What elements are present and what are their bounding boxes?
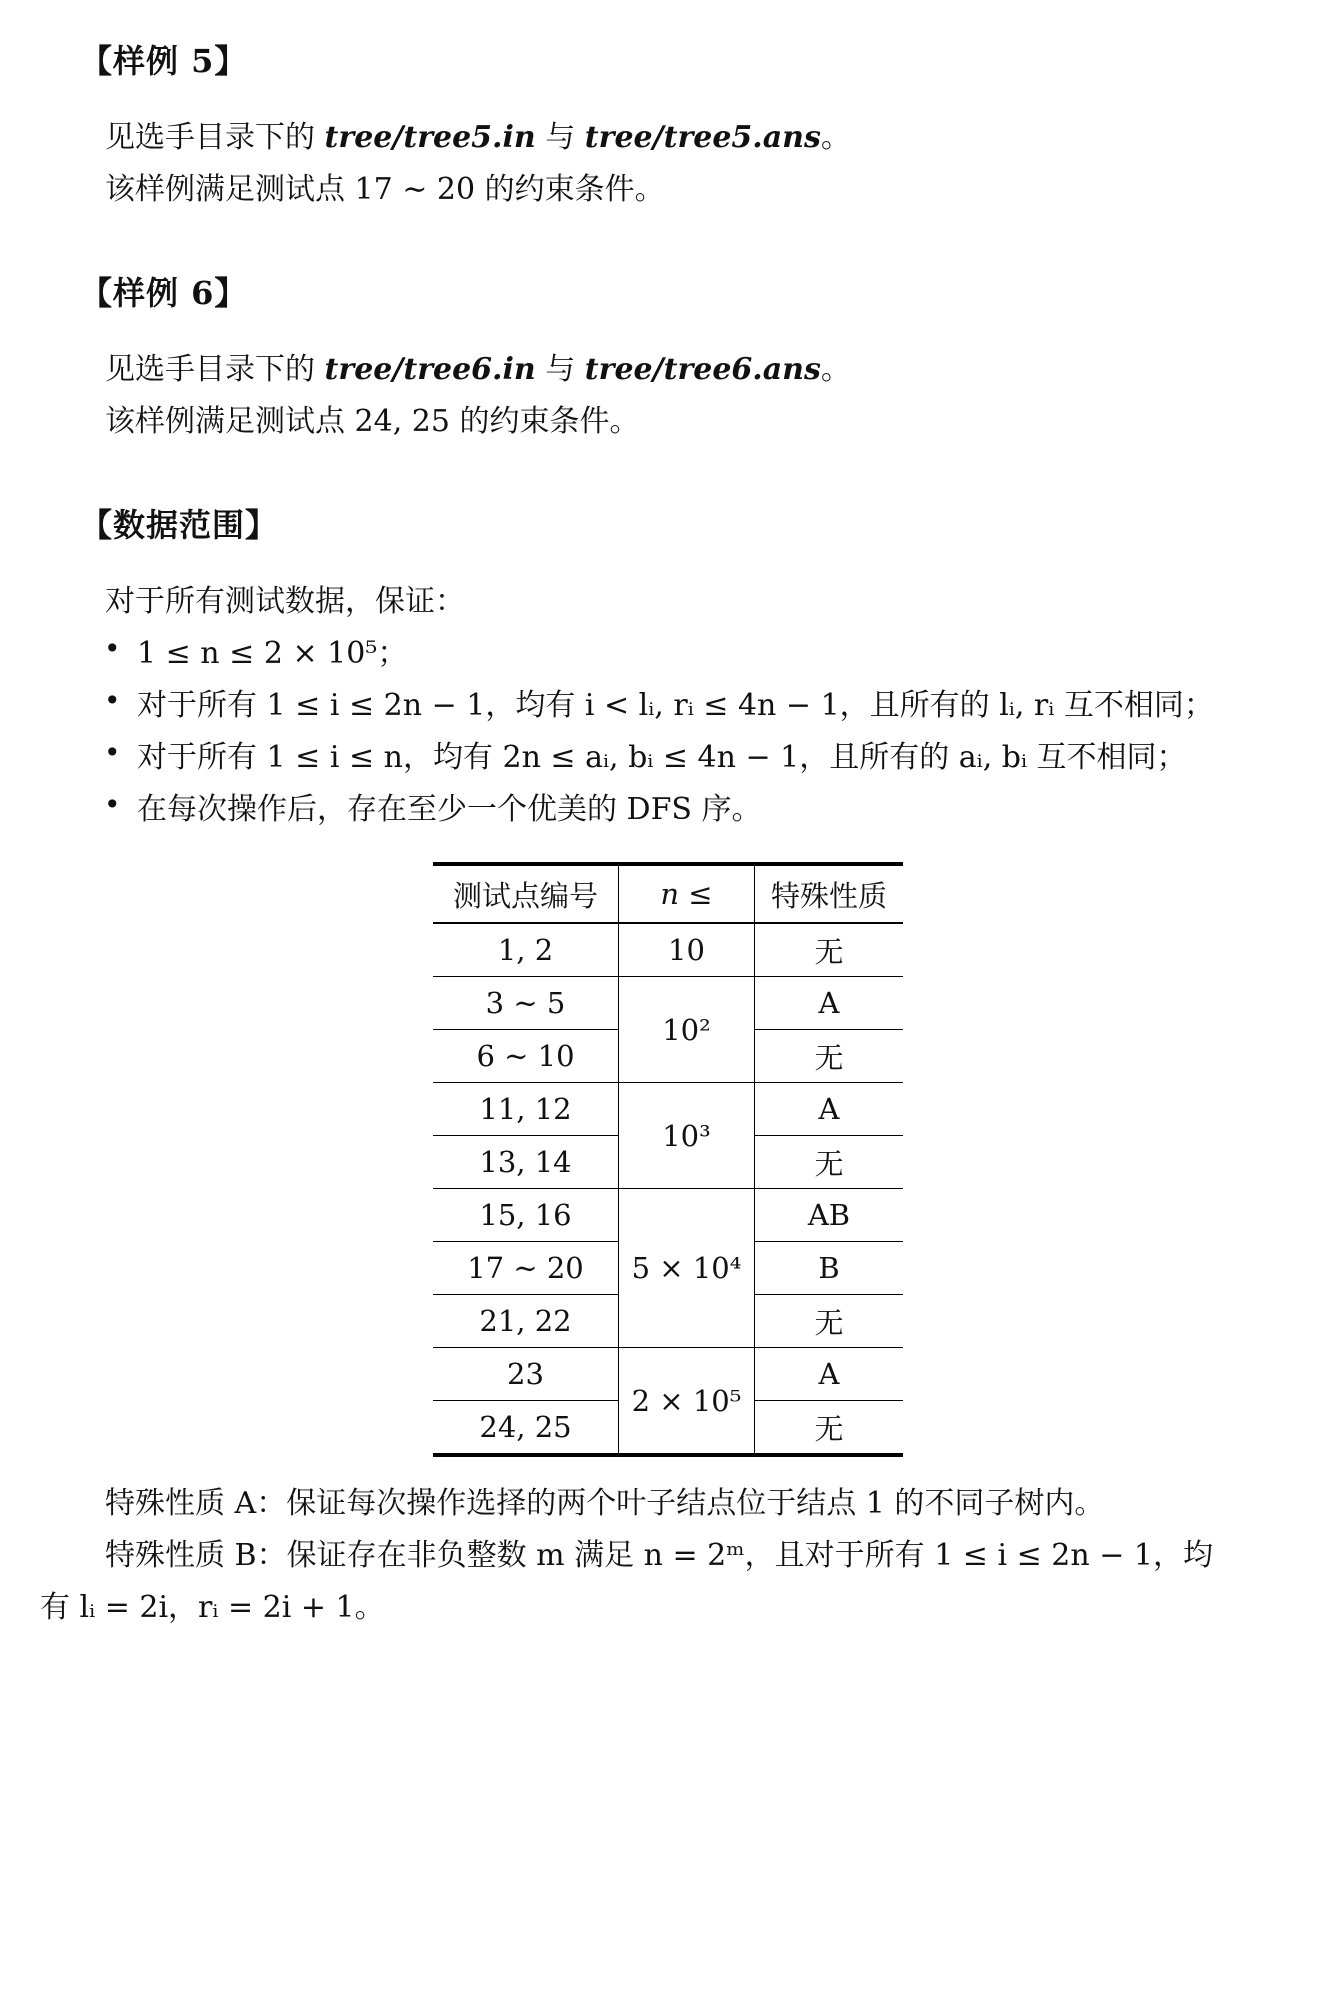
sample6-line1 (105, 344, 851, 388)
range-bullet-4: 在每次操作后，存在至少一个优美的 DFS 序。 (137, 792, 762, 827)
range-heading: 【数据范围】 (80, 506, 279, 544)
sample6-line1-pre: 见选手目录下的 (105, 352, 325, 387)
table-cell-n: 2 × 10⁵ (619, 1348, 755, 1456)
table-cell-id: 3 ∼ 5 (433, 977, 619, 1030)
table-cell-prop: 无 (755, 1136, 904, 1189)
table-cell-id: 17 ∼ 20 (433, 1242, 619, 1295)
sample6-line1-mid: 与 (535, 352, 585, 387)
sample6-file-in: tree/tree6.in (324, 352, 536, 387)
table-cell-n: 10² (619, 977, 755, 1083)
table-cell-id: 13, 14 (433, 1136, 619, 1189)
range-bullet-3: 对于所有 1 ≤ i ≤ n，均有 2n ≤ aᵢ, bᵢ ≤ 4n − 1，且所有的 aᵢ, bᵢ 互不相同； (137, 740, 1187, 775)
table-cell-n: 10 (619, 923, 755, 977)
sample5-file-in: tree/tree5.in (324, 120, 536, 155)
bullet-dot: • (104, 684, 121, 717)
sample5-line1-end: 。 (820, 120, 851, 155)
range-bullet-1: 1 ≤ n ≤ 2 × 10⁵； (137, 636, 408, 671)
sample6-file-ans: tree/tree6.ans (584, 352, 821, 387)
table-cell-prop: A (755, 1348, 904, 1401)
table-cell-id: 15, 16 (433, 1189, 619, 1242)
property-b-line2: 有 lᵢ = 2i，rᵢ = 2i + 1。 (40, 1590, 385, 1625)
table-cell-prop: A (755, 977, 904, 1030)
sample5-heading: 【样例 5】 (80, 42, 248, 80)
table-cell-id: 1, 2 (433, 923, 619, 977)
sample5-line1 (105, 112, 851, 156)
table-cell-n: 10³ (619, 1083, 755, 1189)
sample6-line1-end: 。 (820, 352, 851, 387)
table-cell-prop: A (755, 1083, 904, 1136)
table-cell-id: 24, 25 (433, 1401, 619, 1456)
sample5-line1-pre: 见选手目录下的 (105, 120, 325, 155)
sample5-line2: 该样例满足测试点 17 ∼ 20 的约束条件。 (105, 172, 665, 207)
table-cell-prop: AB (755, 1189, 904, 1242)
table-cell-id: 23 (433, 1348, 619, 1401)
sample6-line2: 该样例满足测试点 24, 25 的约束条件。 (105, 404, 640, 439)
bullet-dot: • (104, 736, 121, 769)
sample6-heading: 【样例 6】 (80, 274, 248, 312)
header-n: n ≤ (619, 864, 755, 923)
header-prop: 特殊性质 (770, 878, 887, 913)
property-b-line1: 特殊性质 B：保证存在非负整数 m 满足 n = 2ᵐ，且对于所有 1 ≤ i ≤ 2n − 1，均 (105, 1538, 1213, 1573)
table-cell-n: 5 × 10⁴ (619, 1189, 755, 1348)
bullet-dot: • (104, 632, 121, 665)
table-cell-prop: 无 (755, 1295, 904, 1348)
table-cell-prop: 无 (755, 1401, 904, 1456)
property-a: 特殊性质 A：保证每次操作选择的两个叶子结点位于结点 1 的不同子树内。 (105, 1486, 1105, 1521)
sample5-line1-mid: 与 (535, 120, 585, 155)
table-cell-id: 21, 22 (433, 1295, 619, 1348)
table-cell-prop: B (755, 1242, 904, 1295)
sample5-file-ans: tree/tree5.ans (584, 120, 821, 155)
table-cell-id: 11, 12 (433, 1083, 619, 1136)
header-id: 测试点编号 (433, 864, 619, 923)
range-intro: 对于所有测试数据，保证： (105, 584, 465, 619)
table-cell-prop: 无 (755, 923, 904, 977)
constraints-table (433, 862, 903, 1457)
table-cell-id: 6 ∼ 10 (433, 1030, 619, 1083)
range-bullet-2: 对于所有 1 ≤ i ≤ 2n − 1，均有 i < lᵢ, rᵢ ≤ 4n − 1，且所有的 lᵢ, rᵢ 互不相同； (137, 688, 1214, 723)
table-cell-prop: 无 (755, 1030, 904, 1083)
bullet-dot: • (104, 788, 121, 821)
